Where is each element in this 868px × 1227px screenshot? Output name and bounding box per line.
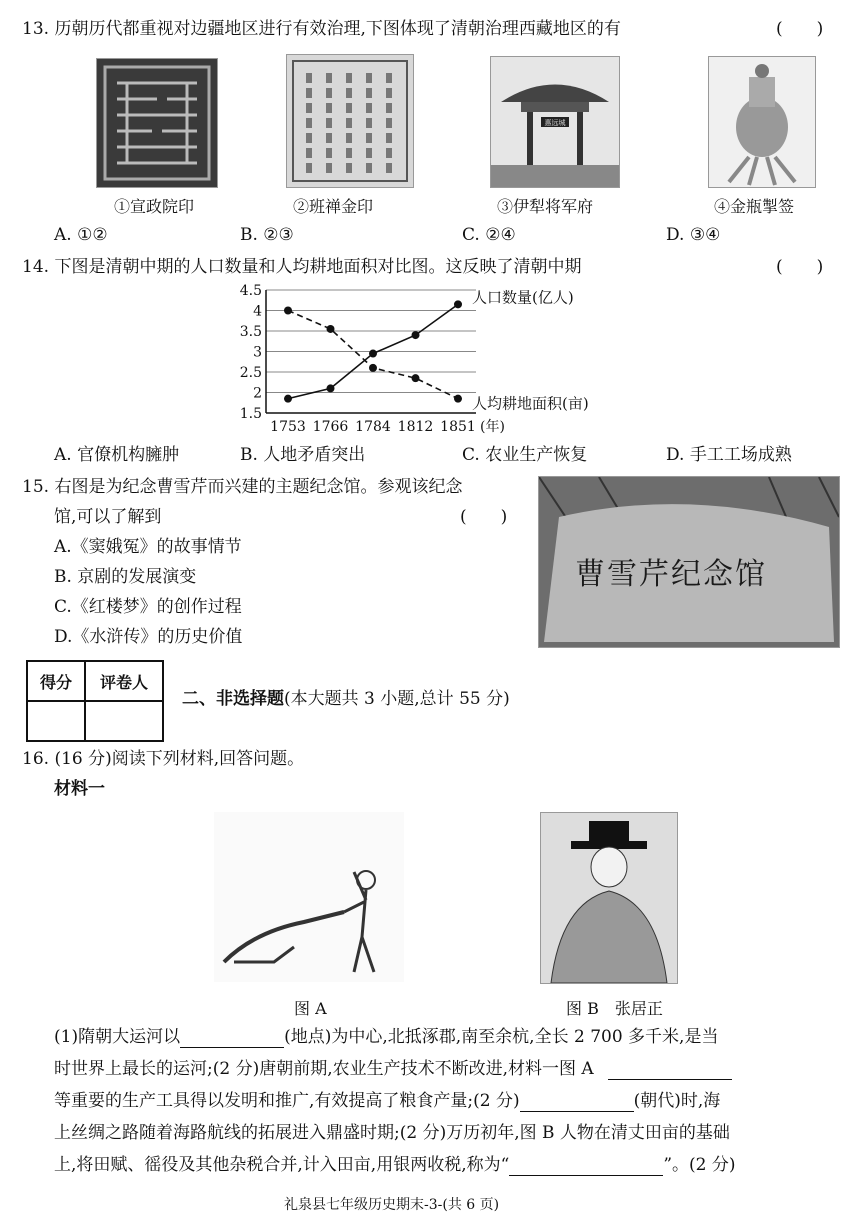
q16-line4: 上丝绸之路随着海路航线的拓展进入鼎盛时期;(2 分)万历初年,图 B 人物在清丈田亩的基础: [54, 1123, 730, 1143]
figure-b-caption: 图 B 张居正: [566, 999, 663, 1018]
data-point: [412, 331, 420, 339]
blank-dynasty[interactable]: [520, 1093, 634, 1112]
x-tick-label: 1851: [440, 419, 476, 435]
section-2-heading: [182, 688, 510, 710]
golden-urn-image: [708, 56, 816, 188]
score-cell[interactable]: [27, 701, 85, 741]
golden-seal-image: [286, 54, 414, 188]
y-tick-label: 3: [253, 344, 262, 361]
q16-line3-a: 等重要的生产工具得以发明和推广,有效提高了粮食产量;(2 分): [54, 1091, 520, 1111]
grader-header: 评卷人: [85, 661, 163, 701]
y-tick-label: 1.5: [239, 406, 262, 422]
q16-line3-b: (朝代)时,海: [633, 1091, 721, 1111]
q13-option-b: B. ②③: [240, 225, 294, 245]
q13-paren: ( ): [776, 19, 824, 39]
data-point: [412, 374, 420, 382]
q16-line3: [54, 1090, 720, 1112]
data-point: [369, 350, 377, 358]
material-label: 材料一: [54, 779, 105, 799]
page-footer: 礼泉县七年级历史期末-3-(共 6 页): [284, 1197, 500, 1213]
blank-location[interactable]: [180, 1029, 284, 1048]
data-point: [454, 395, 462, 403]
data-point: [284, 307, 292, 315]
q16-line1-b: (地点)为中心,北抵涿郡,南至余杭,全长 2 700 多千米,是当: [284, 1027, 719, 1047]
grader-cell[interactable]: [85, 701, 163, 741]
section-2-title: 二、非选择题: [182, 689, 284, 709]
q14-stem: 14. 下图是清朝中期的人口数量和人均耕地面积对比图。这反映了清朝中期: [22, 257, 582, 277]
score-table: [26, 660, 164, 742]
y-tick-label: 3.5: [239, 324, 262, 340]
q16-line5-a: 上,将田赋、徭役及其他杂税合并,计入田亩,用银两收税,称为“: [54, 1155, 510, 1175]
blank-tool[interactable]: [608, 1061, 732, 1080]
q16-line2-text: 时世界上最长的运河;(2 分)唐朝前期,农业生产技术不断改进,材料一图 A: [54, 1059, 594, 1079]
q15-option-c: C.《红楼梦》的创作过程: [54, 597, 242, 617]
curved-plough-image: [214, 812, 404, 982]
x-tick-label: 1784: [355, 419, 391, 435]
q16-line2: [54, 1058, 732, 1080]
x-tick-label: 1753: [270, 419, 306, 435]
caption-3: ③伊犁将军府: [497, 197, 594, 216]
y-tick-label: 4: [253, 303, 262, 320]
q15-paren: ( ): [460, 507, 508, 527]
q14-option-a: A. 官僚机构臃肿: [54, 445, 180, 465]
blank-policy[interactable]: [509, 1157, 663, 1176]
q14-option-c: C. 农业生产恢复: [462, 445, 588, 465]
data-point: [369, 364, 377, 372]
q14-option-d: D. 手工工场成熟: [666, 445, 792, 465]
q16-line1-a: (1)隋朝大运河以: [54, 1027, 181, 1047]
caption-2: ②班禅金印: [293, 197, 374, 216]
section-2-note: (本大题共 3 小题,总计 55 分): [284, 689, 510, 709]
q16-line5: [54, 1154, 736, 1176]
memorial-stone-image: [538, 476, 840, 648]
q13-option-a: A. ①②: [54, 225, 108, 245]
q15-stem-line2: 馆,可以了解到: [54, 507, 162, 527]
score-header: 得分: [27, 661, 85, 701]
population-land-chart: [226, 282, 686, 438]
zhang-juzheng-portrait: [540, 812, 678, 984]
q14-option-b: B. 人地矛盾突出: [240, 445, 366, 465]
q13-option-d: D. ③④: [666, 225, 721, 245]
data-point: [327, 325, 335, 333]
seal-image: [96, 58, 218, 188]
y-tick-label: 2: [253, 385, 262, 402]
y-tick-label: 2.5: [239, 365, 262, 381]
series-label-2: 人均耕地面积(亩): [472, 394, 589, 413]
q13-option-c: C. ②④: [462, 225, 516, 245]
x-tick-label: 1812: [397, 419, 434, 435]
q16-line5-b: ”。(2 分): [663, 1155, 736, 1175]
q16-line1: [54, 1026, 718, 1048]
caption-4: ④金瓶掣签: [714, 197, 795, 216]
yili-general-mansion-image: [490, 56, 620, 188]
q15-option-a: A.《窦娥冤》的故事情节: [54, 537, 242, 557]
q15-option-b: B. 京剧的发展演变: [54, 567, 197, 587]
q16-stem: 16. (16 分)阅读下列材料,回答问题。: [22, 749, 305, 769]
caption-1: ①宣政院印: [114, 197, 195, 216]
data-point: [327, 384, 335, 392]
series-label-1: 人口数量(亿人): [472, 288, 574, 307]
x-unit-label: (年): [480, 419, 505, 435]
x-tick-label: 1766: [312, 419, 349, 435]
plaque-text: 惠远城: [544, 119, 566, 127]
q15-stem-line1: 15. 右图是为纪念曹雪芹而兴建的主题纪念馆。参观该纪念: [22, 477, 463, 497]
figure-a-caption: 图 A: [294, 999, 327, 1018]
data-point: [454, 300, 462, 308]
q15-option-d: D.《水浒传》的历史价值: [54, 627, 243, 647]
q14-paren: ( ): [776, 257, 824, 277]
data-point: [284, 395, 292, 403]
stone-inscription: 曹雪芹纪念馆: [575, 557, 767, 592]
q13-stem: 13. 历朝历代都重视对边疆地区进行有效治理,下图体现了清朝治理西藏地区的有: [22, 19, 621, 39]
y-tick-label: 4.5: [239, 283, 262, 299]
